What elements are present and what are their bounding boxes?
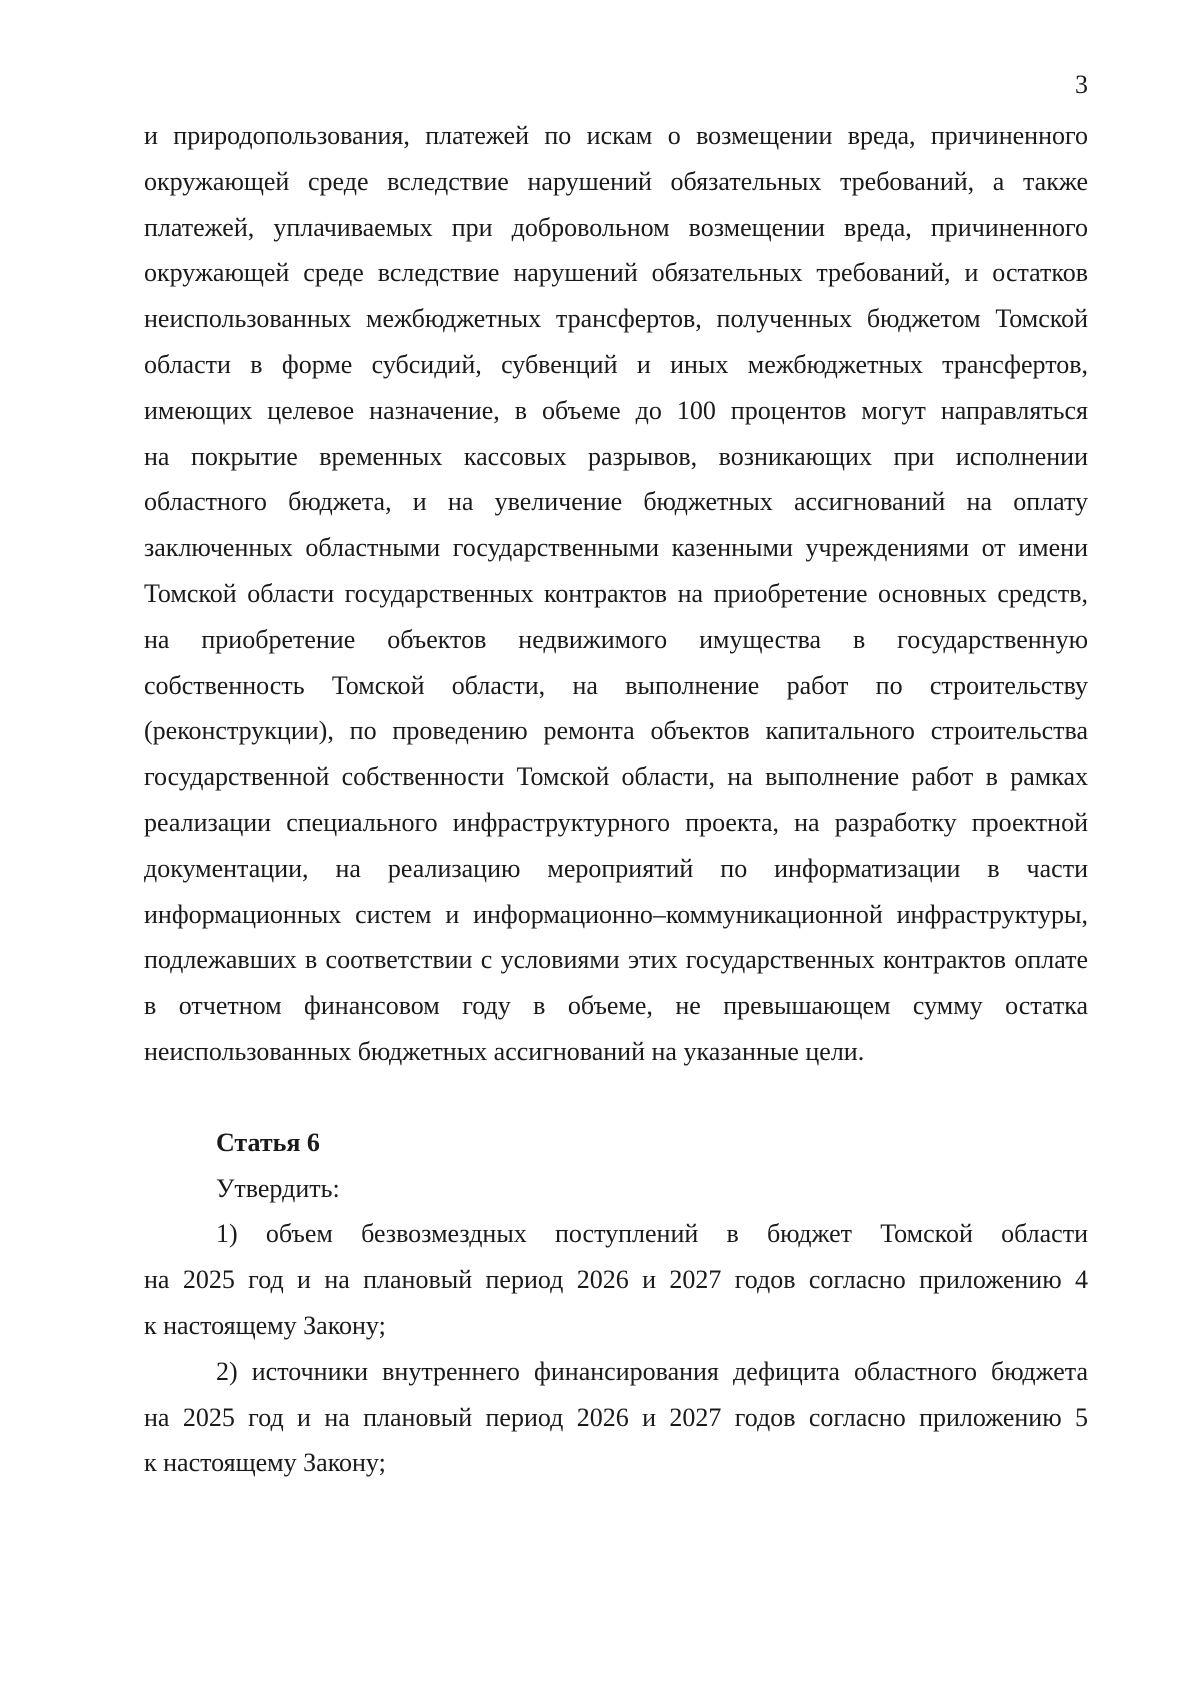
paragraph-continuation [144,113,1088,1075]
text-line: заключенных областными государственными казенными учреждениями от имени [144,533,1088,563]
document-body [144,113,1088,1486]
text-line: платежей, уплачиваемых при добровольном возмещении вреда, причиненного [144,212,1088,242]
text-line: информационных систем и информационно–коммуникационной инфраструктуры, [144,899,1088,929]
article-intro: Утвердить: [216,1173,340,1203]
text-line: реализации специального инфраструктурного проекта, на разработку проектной [144,807,1088,837]
article-item-1 [144,1211,1088,1348]
section-spacer [144,1075,1088,1120]
text-line: окружающей среде вследствие нарушений обязательных требований, и остатков [144,258,1088,288]
text-line: на приобретение объектов недвижимого имущества в государственную [144,624,1088,654]
article-heading: Статья 6 [216,1127,320,1157]
text-line: и природопользования, платежей по искам о возмещении вреда, причиненного [144,121,1088,150]
text-line: на покрытие временных кассовых разрывов, возникающих при исполнении [144,441,1088,471]
text-line: окружающей среде вследствие нарушений обязательных требований, а также [144,166,1088,196]
text-line: в отчетном финансовом году в объеме, не превышающем сумму остатка [144,991,1088,1021]
text-line: неиспользованных межбюджетных трансфертов, полученных бюджетом Томской [144,304,1088,334]
text-line: на 2025 год и на плановый период 2026 и 2027 годов согласно приложению 5 [144,1402,1088,1432]
text-line: (реконструкции), по проведению ремонта объектов капитального строительства [144,716,1088,746]
text-line: области в форме субсидий, субвенций и иных межбюджетных трансфертов, [144,349,1088,379]
article-section [144,1120,1088,1486]
article-item-2 [144,1349,1088,1486]
text-line: на 2025 год и на плановый период 2026 и 2027 годов согласно приложению 4 [144,1265,1088,1295]
text-line: к настоящему Закону; [144,1310,386,1340]
text-line: 2) источники внутреннего финансирования дефицита областного бюджета [216,1356,1088,1386]
page-number: 3 [1075,70,1088,99]
text-line: Томской области государственных контрактов на приобретение основных средств, [144,578,1088,608]
text-line: к настоящему Закону; [144,1448,386,1478]
text-line: областного бюджета, и на увеличение бюджетных ассигнований на оплату [144,487,1088,517]
text-line: 1) объем безвозмездных поступлений в бюджет Томской области [216,1219,1088,1249]
text-line: неиспользованных бюджетных ассигнований на указанные цели. [144,1036,865,1066]
text-line: подлежавших в соответствии с условиями этих государственных контрактов оплате [144,945,1088,975]
text-line: государственной собственности Томской области, на выполнение работ в рамках [144,762,1088,792]
text-line: документации, на реализацию мероприятий по информатизации в части [144,853,1088,883]
text-line: имеющих целевое назначение, в объеме до 100 процентов могут направляться [144,395,1088,425]
text-line: собственность Томской области, на выполнение работ по строительству [144,670,1088,700]
